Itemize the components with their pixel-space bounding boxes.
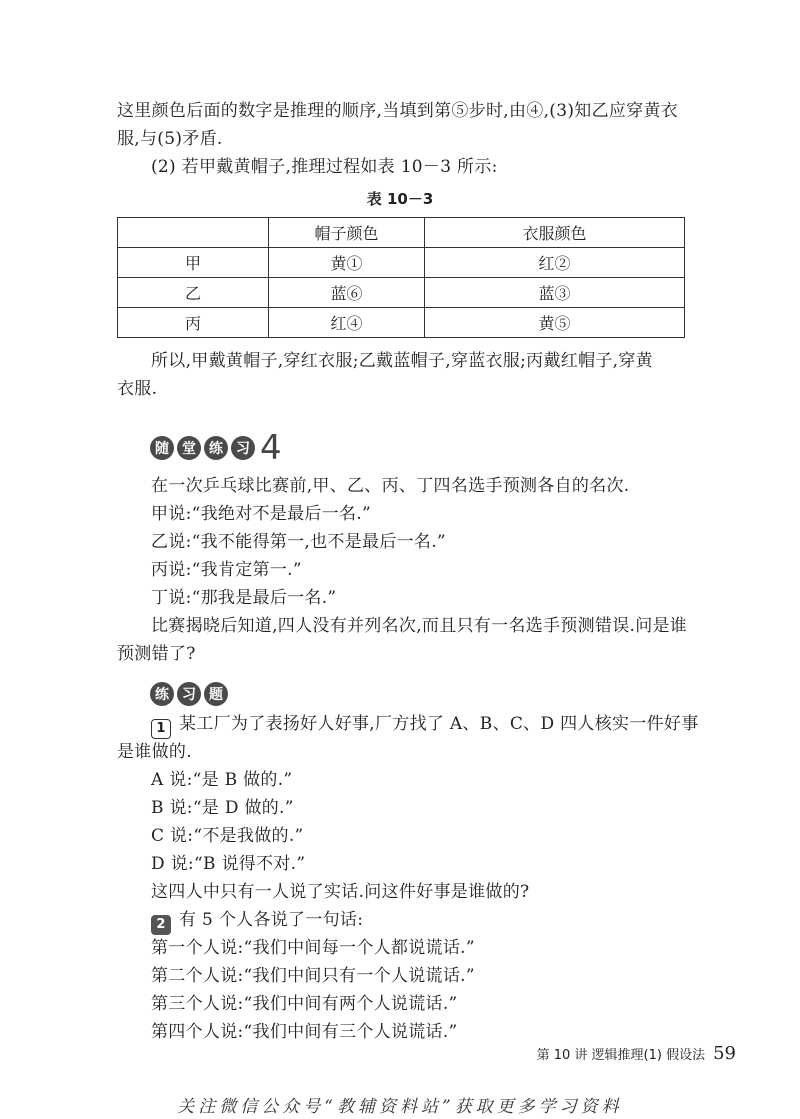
conclusion-line-1: 所以,甲戴黄帽子,穿红衣服;乙戴蓝帽子,穿蓝衣服;丙戴红帽子,穿黄 — [151, 351, 653, 371]
table-cell: 红② — [425, 248, 685, 278]
q2-statement: 第二个人说:“我们中间只有一个人说谎话.” — [151, 966, 475, 986]
practice-line: 丁说:“那我是最后一名.” — [151, 588, 337, 608]
heading-badge: 习 — [231, 436, 255, 460]
practice-line: 预测错了? — [117, 644, 196, 664]
heading-badge: 练 — [150, 682, 174, 706]
page-footer — [537, 1043, 736, 1064]
q1-statement: C 说:“不是我做的.” — [151, 826, 304, 846]
chapter-title: 第 10 讲 逻辑推理(1) 假设法 — [536, 1048, 706, 1063]
exercises-heading — [150, 682, 231, 706]
q1-line-1 — [151, 710, 699, 739]
table-header-row — [118, 218, 685, 248]
practice-line: 丙说:“我肯定第一.” — [151, 560, 302, 580]
q1-text: 某工厂为了表扬好人好事,厂方找了 A、B、C、D 四人核实一件好事 — [179, 714, 699, 734]
intro-line-2: 服,与(5)矛盾. — [117, 129, 223, 149]
table-cell: 黄① — [269, 248, 425, 278]
reasoning-table — [117, 217, 685, 338]
table-cell: 黄⑤ — [425, 308, 685, 338]
table-header-cell — [118, 218, 269, 248]
q2-line-1 — [151, 906, 363, 935]
heading-badge: 习 — [177, 682, 201, 706]
q1-statement: D 说:“B 说得不对.” — [151, 854, 306, 874]
table-cell: 乙 — [118, 278, 269, 308]
table-cell: 红④ — [269, 308, 425, 338]
watermark-text: 关注微信公众号“教辅资料站”获取更多学习资料 — [177, 1097, 623, 1117]
practice-4-heading — [150, 428, 282, 468]
q1-statement: A 说:“是 B 做的.” — [151, 770, 293, 790]
q1-question: 这四人中只有一人说了实话.问这件好事是谁做的? — [151, 882, 530, 902]
question-number-1: 1 — [151, 719, 171, 739]
table-row — [118, 308, 685, 338]
q2-statement: 第三个人说:“我们中间有两个人说谎话.” — [151, 994, 458, 1014]
q1-statement: B 说:“是 D 做的.” — [151, 798, 294, 818]
intro-line-1: 这里颜色后面的数字是推理的顺序,当填到第⑤步时,由④,(3)知乙应穿黄衣 — [117, 101, 679, 121]
practice-line: 比赛揭晓后知道,四人没有并列名次,而且只有一名选手预测错误.问是谁 — [151, 616, 688, 636]
table-header-cell: 衣服颜色 — [425, 218, 685, 248]
table-cell: 甲 — [118, 248, 269, 278]
practice-line: 在一次乒乓球比赛前,甲、乙、丙、丁四名选手预测各自的名次. — [151, 476, 630, 496]
heading-badge: 题 — [204, 682, 228, 706]
table-row — [118, 248, 685, 278]
practice-line: 甲说:“我绝对不是最后一名.” — [151, 504, 372, 524]
intro-line-3: (2) 若甲戴黄帽子,推理过程如表 10－3 所示: — [151, 157, 498, 177]
heading-number: 4 — [260, 428, 282, 468]
table-cell: 丙 — [118, 308, 269, 338]
heading-badge: 练 — [204, 436, 228, 460]
q2-statement: 第一个人说:“我们中间每一个人都说谎话.” — [151, 938, 475, 958]
conclusion-line-2: 衣服. — [117, 379, 158, 399]
practice-line: 乙说:“我不能得第一,也不是最后一名.” — [151, 532, 446, 552]
page-number: 59 — [713, 1043, 736, 1064]
heading-badge: 随 — [150, 436, 174, 460]
q2-text: 有 5 个人各说了一句话: — [179, 910, 364, 930]
table-caption: 表 10－3 — [366, 190, 434, 208]
table-header-cell: 帽子颜色 — [269, 218, 425, 248]
q2-statement: 第四个人说:“我们中间有三个人说谎话.” — [151, 1022, 458, 1042]
heading-badge: 堂 — [177, 436, 201, 460]
q1-line-2: 是谁做的. — [117, 742, 192, 762]
table-cell: 蓝③ — [425, 278, 685, 308]
question-number-2: 2 — [151, 915, 171, 935]
table-cell: 蓝⑥ — [269, 278, 425, 308]
table-row — [118, 278, 685, 308]
